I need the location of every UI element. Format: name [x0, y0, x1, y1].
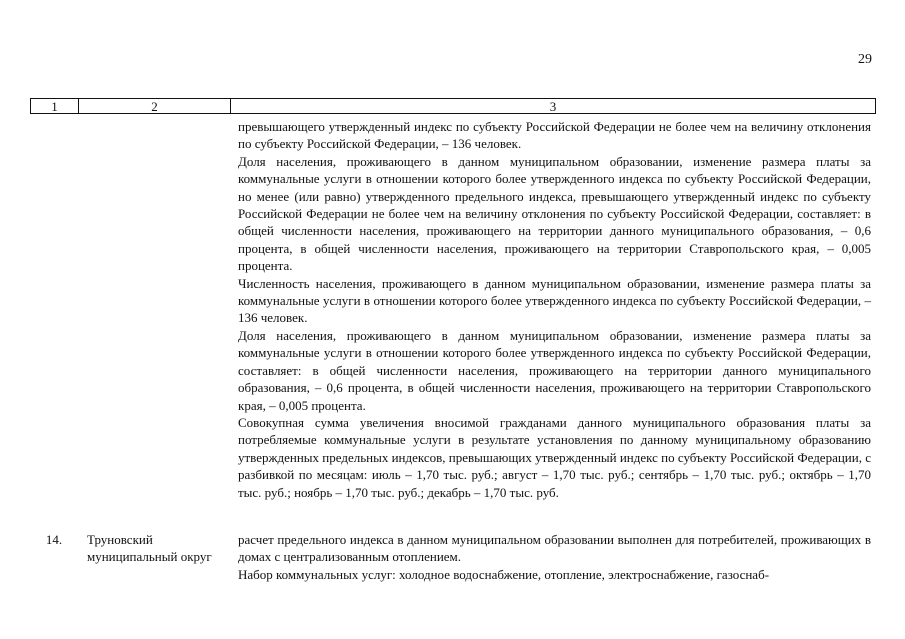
paragraph: расчет предельного индекса в данном муниципальном образовании выполнен для потребителей, проживающих в домах с централизованным отоплением. — [238, 532, 871, 565]
row-continued-content — [238, 118, 871, 501]
row-14-content — [238, 531, 871, 583]
header-col-1: 1 — [31, 99, 79, 114]
paragraph: Совокупная сумма увеличения вносимой гражданами данного муниципального образования платы за потребляемые коммунальные услуги в результате установления по данному муниципальному образованию утвержденных предельных индексов, превышающих утвержденный индекс по субъекту Российской Федерации, с разбивкой по месяцам: июль – 1,70 тыс. руб.; август – 1,70 тыс. руб.; сентябрь – 1,70 тыс. руб.; октябрь – 1,70 тыс. руб.; ноябрь – 1,70 тыс. руб.; декабрь – 1,70 тыс. руб. — [238, 414, 871, 500]
table-header — [30, 98, 876, 114]
paragraph: Доля населения, проживающего в данном муниципальном образовании, изменение размера платы за коммунальные услуги в отношении которого более утвержденного индекса по субъекту Российской Федерации, но менее (или равно) утвержденного предельного индекса, превышающего утвержденный индекс по субъекту Российской Федерации не более чем на величину отклонения по субъекту Российской Федерации, составляет: в общей численности населения, проживающего на территории данного муниципального образования, – 0,6 процента, в общей численности населения, проживающего на территории Ставропольского края, – 0,005 процента. — [238, 153, 871, 274]
paragraph: Численность населения, проживающего в данном муниципальном образовании, изменение размера платы за коммунальные услуги в отношении которого более утвержденного индекса по субъекту Российской Федерации, – 136 человек. — [238, 275, 871, 326]
paragraph: Набор коммунальных услуг: холодное водоснабжение, отопление, электроснабжение, газоснаб- — [238, 566, 770, 582]
paragraph: превышающего утвержденный индекс по субъекту Российской Федерации не более чем на величину отклонения по субъекту Российской Федерации, – 136 человек. — [238, 119, 871, 152]
header-col-3: 3 — [231, 99, 876, 114]
paragraph: Доля населения, проживающего в данном муниципальном образовании, изменение размера платы за коммунальные услуги в отношении которого более утвержденного индекса по субъекту Российской Федерации, составляет: в общей численности населения, проживающего на территории данного муниципального образования, – 0,6 процента, в общей численности населения, проживающего на территории Ставропольского края, – 0,005 процента. — [238, 327, 871, 413]
page-number: 29 — [858, 52, 872, 67]
header-col-2: 2 — [79, 99, 231, 114]
row-number: 14. — [45, 532, 63, 547]
municipality-name: Труновский муниципальный округ — [87, 532, 212, 565]
